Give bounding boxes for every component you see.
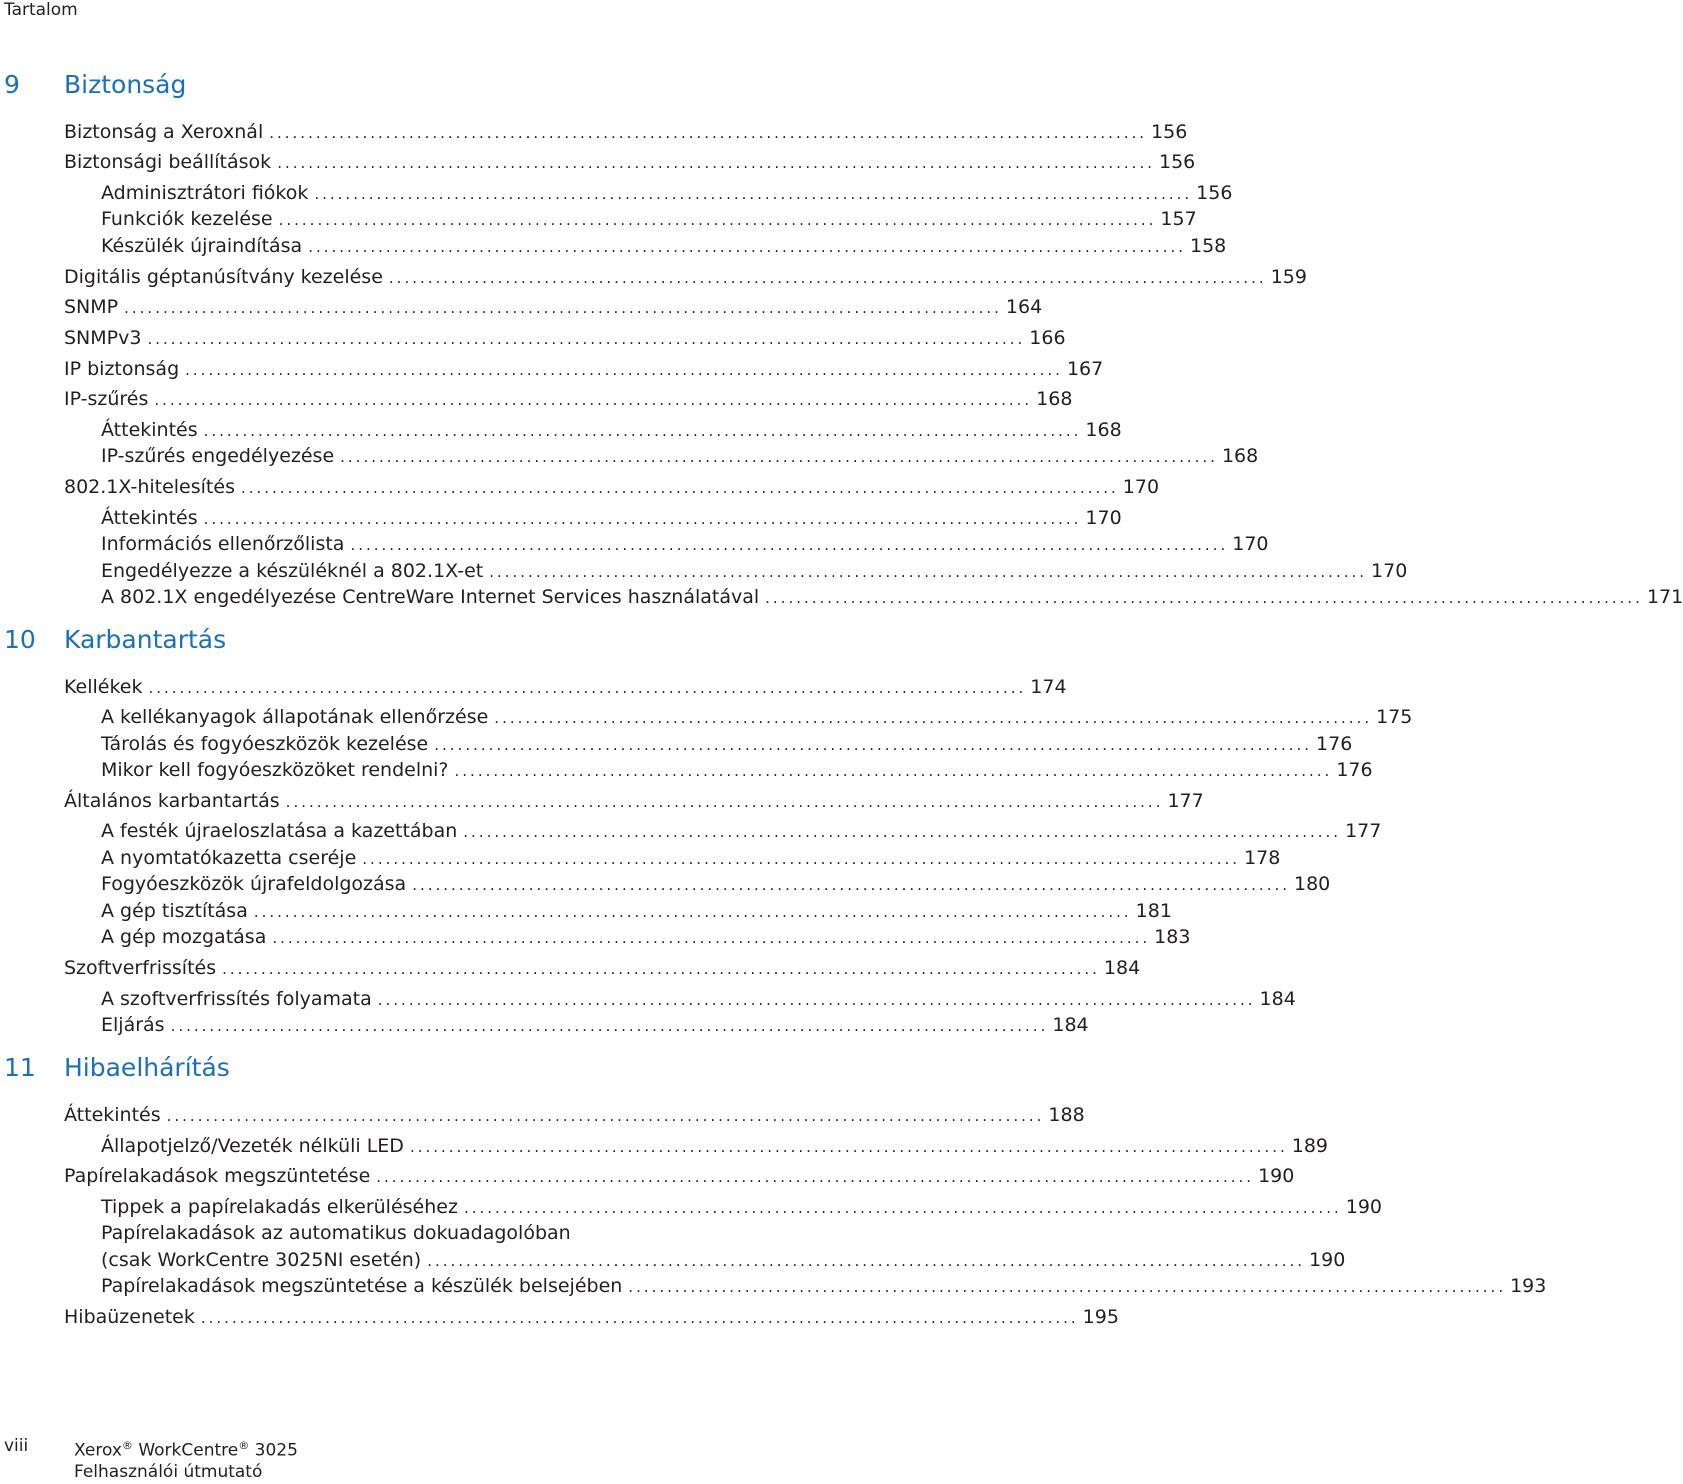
footer-product: WorkCentre [138,1440,239,1461]
toc-subentry[interactable] [101,757,1373,783]
toc-entry-label: A gép tisztítása [101,900,248,922]
dot-leader: ................................................................................................................. [170,1017,1049,1035]
toc-page-number: 156 [1196,182,1233,204]
toc-entry[interactable] [64,294,1043,320]
toc-entry-label: Kellékek [64,676,143,698]
dot-leader: ................................................................................................................. [434,736,1313,754]
toc-page-number: 157 [1160,208,1197,230]
toc-subentry[interactable] [101,1220,960,1246]
toc-subentry[interactable] [101,206,1197,232]
dot-leader: ................................................................................................................. [388,269,1267,287]
dot-leader: ................................................................................................................. [350,536,1229,554]
toc-entry-label: Digitális géptanúsítvány kezelése [64,266,383,288]
toc-page-number: 175 [1376,706,1413,728]
toc-entry-label: Funkciók kezelése [101,208,273,230]
toc-subentry[interactable] [101,731,1353,757]
toc-entry-label: Állapotjelző/Vezeték nélküli LED [101,1135,404,1157]
toc-subentry[interactable] [101,1012,1089,1038]
toc-entry[interactable] [64,1163,1295,1189]
dot-leader: ................................................................................................................. [463,1199,1342,1217]
toc-subentry[interactable] [101,818,1382,844]
toc-subentry[interactable] [101,1247,1346,1273]
toc-entry[interactable] [64,674,1067,700]
toc-entry-label: Információs ellenőrzőlista [101,533,345,555]
footer-page-number: viii [4,1436,29,1456]
dot-leader: ................................................................................................................. [222,960,1100,978]
toc-entry-label: SNMP [64,296,119,318]
toc-page-number: 171 [1646,586,1683,608]
toc-entry-label: Hibaüzenetek [64,1306,195,1328]
toc-entry-label: A 802.1X engedélyezése CentreWare Internet Services használatával [101,586,760,608]
chapter-title: Hibaelhárítás [64,1053,230,1082]
dot-leader: ................................................................................................................. [454,762,1333,780]
toc-subentry[interactable] [101,704,1413,730]
dot-leader: ................................................................................................................. [253,903,1132,921]
toc-entry[interactable] [64,325,1066,351]
toc-entry-label: 802.1X-hitelesítés [64,476,235,498]
toc-page-number: 184 [1259,988,1296,1010]
toc-subentry[interactable] [101,531,1269,557]
toc-page-number: 180 [1294,873,1331,895]
dot-leader: ................................................................................................................. [308,238,1186,256]
dot-leader: ................................................................................................................. [166,1107,1045,1125]
dot-leader: ................................................................................................................. [362,850,1241,868]
toc-page-number: 168 [1085,419,1122,441]
running-header: Tartalom [4,0,78,20]
toc-page-number: 158 [1190,235,1227,257]
toc-page-number: 170 [1371,560,1408,582]
dot-leader: ................................................................................................................. [463,823,1342,841]
toc-entry-label: Áttekintés [101,507,198,529]
chapter-heading[interactable] [0,70,960,106]
toc-page-number: 195 [1082,1306,1119,1328]
toc-entry-label: A festék újraeloszlatása a kazettában [101,820,458,842]
toc-page-number: 164 [1005,296,1043,318]
toc-page-number: 159 [1270,266,1307,288]
dot-leader: ................................................................................................................. [340,448,1218,466]
toc-subentry[interactable] [101,898,1172,924]
toc-page-number: 178 [1244,847,1281,869]
toc-entry-label: Fogyóeszközök újrafeldolgozása [101,873,407,895]
dot-leader: ................................................................................................................. [285,793,1164,811]
toc-entry-label: Tárolás és fogyóeszközök kezelése [101,733,429,755]
toc-entry-label: Biztonsági beállítások [64,151,272,173]
toc-entry-label: SNMPv3 [64,327,142,349]
dot-leader: ................................................................................................................. [277,154,1155,172]
chapter-title: Biztonság [64,70,187,99]
toc-entry[interactable] [64,386,1073,412]
dot-leader: ................................................................................................................. [124,299,1002,317]
dot-leader: ................................................................................................................. [427,1252,1306,1270]
toc-entry-label: Engedélyezze a készüléknél a 802.1X-et [101,560,484,582]
toc-page-number: 190 [1345,1196,1382,1218]
toc-entry-label: A szoftverfrissítés folyamata [101,988,372,1010]
chapter-heading[interactable] [0,625,960,661]
toc-page-number: 189 [1291,1135,1328,1157]
chapter-number: 10 [4,625,36,654]
toc-subentry[interactable] [101,1194,1382,1220]
toc-entry-label: Papírelakadások megszüntetése a készülék belsejében [101,1275,623,1297]
toc-entry-label: A nyomtatókazetta cseréje [101,847,357,869]
dot-leader: ................................................................................................................. [628,1278,1507,1296]
toc-page-number: 190 [1258,1165,1295,1187]
toc-entry-label: IP-szűrés engedélyezése [101,445,335,467]
toc-entry-label: Áttekintés [101,419,198,441]
toc-entry[interactable] [64,955,1141,981]
toc-entry[interactable] [64,264,1307,290]
dot-leader: ................................................................................................................. [314,185,1193,203]
toc-page-number: 174 [1030,676,1067,698]
toc-page-number: 170 [1122,476,1160,498]
toc-subentry[interactable] [101,558,1408,584]
toc-page-number: 177 [1167,790,1204,812]
toc-page-number: 184 [1103,957,1141,979]
toc-page-number: 176 [1316,733,1353,755]
dot-leader: ................................................................................................................. [409,1138,1288,1156]
toc-entry-label: (csak WorkCentre 3025NI esetén) [101,1249,422,1271]
toc-page-number: 168 [1221,445,1259,467]
toc-subentry[interactable] [101,233,1227,259]
toc-entry[interactable] [64,474,1160,500]
toc-page-number: 188 [1048,1104,1085,1126]
toc-entry-label: IP-szűrés [64,388,149,410]
toc-entry-label: A kellékanyagok állapotának ellenőrzése [101,706,489,728]
toc-subentry[interactable] [101,986,1296,1012]
toc-entry-label: Mikor kell fogyóeszközöket rendelni? [101,759,449,781]
toc-page-number: 184 [1052,1014,1089,1036]
toc-page-number: 168 [1036,388,1073,410]
chapter-title: Karbantartás [64,625,227,654]
toc-page-number: 166 [1029,327,1066,349]
dot-leader: ................................................................................................................. [240,479,1119,497]
toc-page-number: 190 [1309,1249,1346,1271]
dot-leader: ................................................................................................................. [278,211,1157,229]
toc-entry-label: Biztonság a Xeroxnál [64,121,264,143]
toc-page-number: 170 [1085,507,1122,529]
toc-subentry[interactable] [101,180,1233,206]
toc-page-number: 156 [1158,151,1196,173]
toc-subentry[interactable] [101,845,1281,871]
toc-entry-label: IP biztonság [64,358,180,380]
chapter-number: 11 [4,1053,36,1082]
toc-entry-label: Papírelakadások megszüntetése [64,1165,371,1187]
dot-leader: ................................................................................................................. [147,330,1026,348]
footer-product-name [74,1434,298,1463]
toc-entry[interactable] [64,119,1188,145]
toc-page-number: 183 [1154,926,1191,948]
footer-model: 3025 [254,1440,298,1461]
toc-entry-label: Papírelakadások az automatikus dokuadagolóban [101,1222,571,1244]
toc-subentry[interactable] [101,417,1122,443]
toc-entry-label: Adminisztrátori fiókok [101,182,309,204]
toc-subentry[interactable] [101,584,1683,610]
dot-leader: ................................................................................................................. [494,709,1373,727]
toc-page-number: 181 [1135,900,1172,922]
dot-leader: ................................................................................................................. [185,361,1063,379]
toc-entry-label: Szoftverfrissítés [64,957,217,979]
footer-brand: Xerox [74,1440,122,1461]
registered-mark: ® [238,1439,250,1452]
toc-page-number: 170 [1232,533,1269,555]
toc-entry[interactable] [64,788,1204,814]
toc-entry-label: Készülék újraindítása [101,235,303,257]
dot-leader: ................................................................................................................. [765,589,1643,607]
registered-mark: ® [121,1439,133,1452]
dot-leader: ................................................................................................................. [412,876,1290,894]
toc-page-number: 156 [1151,121,1188,143]
toc-page-number: 193 [1510,1275,1547,1297]
toc-entry[interactable] [64,356,1104,382]
toc-subentry[interactable] [101,443,1259,469]
toc-subentry[interactable] [101,924,1191,950]
dot-leader: ................................................................................................................. [489,563,1368,581]
toc-subentry[interactable] [101,1273,1547,1299]
toc-entry-label: Eljárás [101,1014,165,1036]
toc-subentry[interactable] [101,871,1331,897]
dot-leader: ................................................................................................................. [377,991,1256,1009]
toc-entry[interactable] [64,1102,1085,1128]
toc-entry-label: A gép mozgatása [101,926,267,948]
dot-leader: ................................................................................................................. [203,510,1082,528]
dot-leader: ................................................................................................................. [272,929,1151,947]
dot-leader: ................................................................................................................. [154,391,1033,409]
toc-page-number: 167 [1066,358,1104,380]
toc-page-number: 176 [1336,759,1373,781]
dot-leader: ................................................................................................................. [200,1309,1079,1327]
chapter-heading[interactable] [0,1053,960,1089]
toc-entry[interactable] [64,149,1196,175]
toc-page-number: 177 [1345,820,1382,842]
dot-leader: ................................................................................................................. [148,679,1027,697]
dot-leader: ................................................................................................................. [203,422,1082,440]
toc-entry[interactable] [64,1304,1119,1330]
toc-entry-label: Áttekintés [64,1104,161,1126]
toc-entry-label: Általános karbantartás [64,790,280,812]
dot-leader: ................................................................................................................. [376,1168,1255,1186]
toc-subentry[interactable] [101,1133,1328,1159]
chapter-number: 9 [4,70,20,99]
footer-guide-title: Felhasználói útmutató [74,1462,263,1482]
toc-subentry[interactable] [101,505,1122,531]
dot-leader: ................................................................................................................. [269,124,1148,142]
toc-entry-label: Tippek a papírelakadás elkerüléséhez [101,1196,458,1218]
